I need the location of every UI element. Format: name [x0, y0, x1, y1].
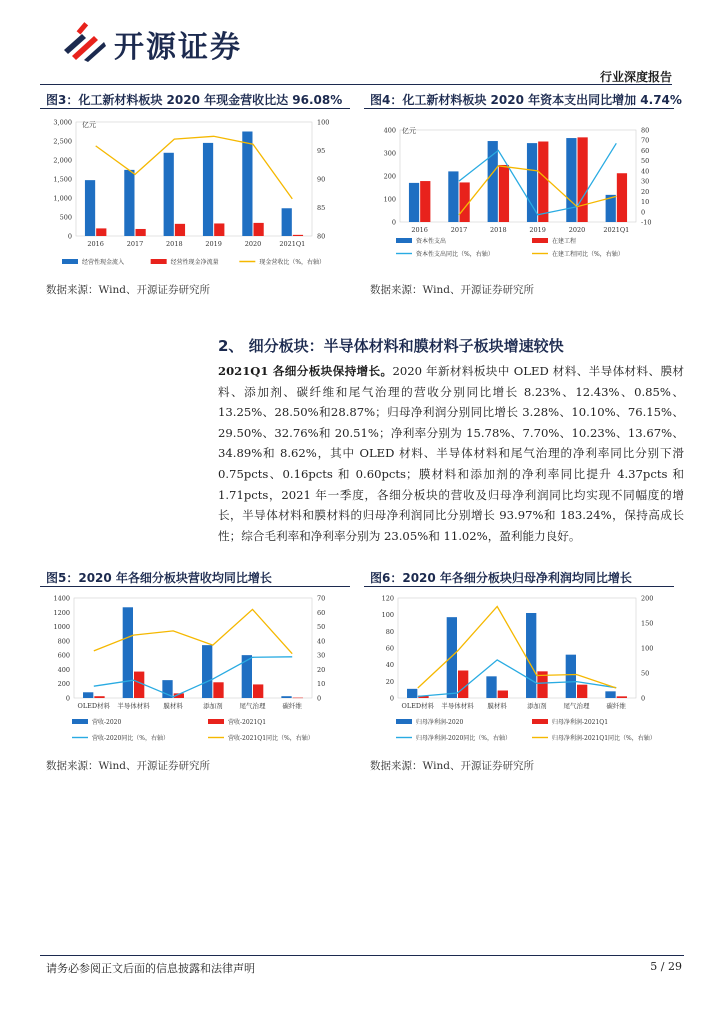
y-tick-label-left: 1000: [53, 623, 70, 632]
bar-归母净利润-2020: [447, 617, 457, 698]
legend-label: 资本性支出同比（%，右轴）: [416, 251, 494, 258]
legend-label: 现金营收比（%，右轴）: [259, 259, 326, 266]
y-tick-label-left: 500: [59, 213, 72, 222]
x-tick-label: 2021Q1: [603, 226, 630, 234]
legend-swatch: [151, 259, 167, 264]
y-tick-label-right: -10: [641, 218, 652, 227]
plot-frame: [74, 598, 312, 698]
y-tick-label-left: 0: [391, 218, 396, 227]
y-tick-label-left: 100: [381, 611, 394, 620]
bar-资本性支出: [409, 183, 419, 222]
y-tick-label-left: 800: [57, 637, 70, 646]
y-tick-label-right: 20: [641, 187, 650, 196]
x-tick-label: 碳纤维: [282, 702, 302, 710]
legend-swatch: [72, 719, 88, 724]
footer-rule: [40, 955, 684, 956]
bar-经营性现金净流量: [136, 229, 146, 236]
y-tick-label-left: 2,000: [53, 156, 72, 165]
fig3-title: 图3：化工新材料板块 2020 年现金营收比达 96.08%: [46, 93, 343, 107]
fig5-chart: [40, 588, 352, 756]
y-tick-label-left: 1,500: [53, 175, 72, 184]
x-tick-label: OLED材料: [77, 702, 111, 710]
bar-资本性支出: [566, 138, 576, 222]
x-tick-label: 膜材料: [163, 702, 183, 710]
bar-营收-2020: [83, 692, 93, 698]
x-tick-label: 尾气治理: [563, 702, 590, 710]
y-tick-label-right: 200: [641, 594, 654, 603]
legend-swatch: [532, 719, 548, 724]
company-logo-icon: [60, 20, 110, 64]
bar-在建工程: [420, 181, 430, 222]
y-tick-label-right: 40: [317, 637, 326, 646]
bar-资本性支出: [448, 171, 458, 222]
legend-swatch: [62, 259, 78, 264]
legend-label: 营收-2021Q1: [228, 719, 267, 726]
bar-经营性现金流入: [164, 153, 174, 236]
x-tick-label: 添加剂: [203, 702, 223, 710]
bar-归母净利润-2021Q1: [577, 685, 587, 698]
legend-label: 归母净利润-2021Q1: [552, 719, 609, 726]
line-资本性支出同比（%，右轴）: [459, 143, 616, 215]
y-tick-label-left: 600: [57, 651, 70, 660]
y-tick-label-right: 10: [317, 680, 326, 689]
legend-label: 营收-2020同比（%，右轴）: [92, 735, 169, 742]
y-tick-label-left: 200: [383, 172, 396, 181]
bar-营收-2021Q1: [293, 698, 303, 699]
bar-营收-2021Q1: [134, 672, 144, 698]
y-tick-label-right: 50: [641, 669, 650, 678]
x-tick-label: 碳纤维: [606, 702, 626, 710]
bar-归母净利润-2021Q1: [458, 671, 468, 699]
x-tick-label: 2016: [87, 240, 104, 248]
y-tick-label-left: 1200: [53, 608, 70, 617]
bar-在建工程: [617, 173, 627, 222]
fig6-title-rule: [364, 586, 674, 587]
y-tick-label-left: 400: [383, 126, 396, 135]
y-tick-label-left: 2,500: [53, 137, 72, 146]
y-tick-label-right: 0: [641, 208, 646, 217]
fig5-title-rule: [40, 586, 350, 587]
bar-在建工程: [578, 137, 588, 222]
line-在建工程同比（%，右轴）: [459, 166, 616, 215]
x-tick-label: 添加剂: [527, 702, 547, 710]
bar-经营性现金净流量: [214, 223, 224, 236]
legend-label: 营收-2021Q1同比（%，右轴）: [228, 735, 314, 742]
y-tick-label-right: 100: [641, 644, 654, 653]
y-tick-label-right: 50: [317, 623, 326, 632]
fig3-title-rule: [40, 108, 350, 109]
x-tick-label: 2021Q1: [279, 240, 306, 248]
footer-disclaimer: 请务必参阅正文后面的信息披露和法律声明: [46, 962, 255, 975]
x-tick-label: 2019: [205, 240, 222, 248]
bar-在建工程: [538, 142, 548, 223]
plot-frame: [76, 122, 312, 236]
y-tick-label-left: 0: [67, 232, 72, 241]
section-paragraph: [218, 361, 684, 546]
bar-经营性现金流入: [85, 180, 95, 236]
legend-label: 营收-2020: [92, 719, 122, 726]
legend-swatch: [208, 719, 224, 724]
x-tick-label: 尾气治理: [239, 702, 266, 710]
x-tick-label: 膜材料: [487, 702, 507, 710]
y-tick-label-left: 20: [385, 677, 394, 686]
bar-在建工程: [460, 182, 470, 222]
bar-营收-2020: [123, 607, 133, 698]
legend-swatch: [396, 719, 412, 724]
bar-营收-2021Q1: [94, 696, 104, 698]
bar-经营性现金净流量: [254, 223, 264, 236]
y-tick-label-right: 10: [641, 198, 650, 207]
y-tick-label-left: 80: [385, 627, 394, 636]
fig3-source: 数据来源：Wind、开源证券研究所: [46, 284, 210, 296]
fig4-chart: [364, 110, 676, 280]
y-tick-label-right: 80: [641, 126, 650, 135]
y-tick-label-right: 70: [317, 594, 326, 603]
y-tick-label-right: 50: [641, 157, 650, 166]
y-tick-label-right: 60: [641, 146, 650, 155]
bar-资本性支出: [527, 143, 537, 222]
bar-经营性现金净流量: [96, 228, 106, 236]
legend-label: 归母净利润-2020: [416, 719, 464, 726]
page-number: 5 / 29: [650, 960, 682, 973]
section-title: 2、 细分板块：半导体材料和膜材料子板块增速较快: [218, 337, 564, 355]
bar-归母净利润-2020: [605, 691, 615, 698]
y-tick-label-right: 95: [317, 147, 326, 155]
fig4-source: 数据来源：Wind、开源证券研究所: [370, 284, 534, 296]
y-tick-label-right: 100: [317, 118, 330, 127]
unit-label: 亿元: [402, 127, 416, 135]
y-tick-label-left: 400: [57, 665, 70, 674]
bar-归母净利润-2020: [407, 689, 417, 698]
bar-经营性现金流入: [203, 143, 213, 236]
y-tick-label-right: 60: [317, 608, 326, 617]
bar-营收-2021Q1: [253, 684, 263, 698]
fig5-title: 图5：2020 年各细分板块营收均同比增长: [46, 571, 272, 585]
x-tick-label: 2018: [490, 226, 507, 234]
y-tick-label-right: 0: [641, 694, 646, 703]
bar-经营性现金流入: [282, 208, 292, 236]
fig5-source: 数据来源：Wind、开源证券研究所: [46, 760, 210, 772]
x-tick-label: 2020: [244, 240, 262, 248]
y-tick-label-left: 0: [389, 694, 394, 703]
legend-label: 在建工程: [552, 238, 577, 245]
x-tick-label: 2018: [166, 240, 183, 248]
x-tick-label: 2017: [126, 240, 144, 248]
y-tick-label-right: 0: [317, 694, 322, 703]
legend-label: 在建工程同比（%，右轴）: [552, 251, 624, 258]
y-tick-label-right: 150: [641, 619, 654, 628]
header-rule: [40, 84, 672, 85]
legend-label: 归母净利润-2020同比（%，右轴）: [416, 735, 511, 742]
bar-营收-2020: [202, 645, 212, 698]
y-tick-label-left: 1,000: [53, 194, 72, 203]
y-tick-label-left: 120: [381, 594, 394, 603]
unit-label: 亿元: [82, 121, 96, 129]
bar-归母净利润-2020: [526, 613, 536, 698]
bar-资本性支出: [488, 141, 498, 222]
legend-label: 经营性现金流入: [82, 259, 125, 266]
y-tick-label-right: 20: [317, 665, 326, 674]
legend-label: 资本性支出: [416, 238, 447, 245]
company-name: 开源证券: [114, 30, 242, 65]
y-tick-label-right: 30: [641, 177, 650, 186]
y-tick-label-right: 70: [641, 136, 650, 145]
bar-归母净利润-2021Q1: [617, 696, 627, 698]
y-tick-label-right: 30: [317, 651, 326, 660]
legend-label: 经营性现金净流量: [170, 259, 219, 266]
x-tick-label: 2020: [568, 226, 586, 234]
y-tick-label-right: 40: [641, 167, 650, 176]
y-tick-label-left: 60: [385, 644, 394, 653]
fig6-source: 数据来源：Wind、开源证券研究所: [370, 760, 534, 772]
x-tick-label: 2017: [450, 226, 468, 234]
bar-营收-2021Q1: [213, 682, 223, 698]
y-tick-label-left: 100: [383, 195, 396, 204]
fig4-title-rule: [364, 108, 674, 109]
x-tick-label: 半导体材料: [441, 702, 474, 710]
legend-swatch: [396, 238, 412, 243]
report-type: 行业深度报告: [599, 70, 672, 84]
bar-经营性现金净流量: [175, 224, 185, 236]
y-tick-label-left: 1400: [53, 594, 70, 603]
y-tick-label-left: 300: [383, 149, 396, 158]
bar-经营性现金流入: [242, 132, 252, 237]
bar-归母净利润-2020: [566, 655, 576, 698]
bar-归母净利润-2020: [486, 676, 496, 698]
x-tick-label: 半导体材料: [117, 702, 150, 710]
bar-归母净利润-2021Q1: [498, 691, 508, 699]
bar-营收-2020: [281, 696, 291, 698]
bar-在建工程: [499, 165, 509, 222]
y-tick-label-left: 200: [57, 680, 70, 689]
y-tick-label-left: 40: [385, 661, 394, 670]
fig3-chart: [40, 110, 352, 280]
plot-frame: [400, 130, 636, 222]
section-body: 2020 年新材料板块中 OLED 材料、半导体材料、膜材料、添加剂、碳纤维和尾气治理的营收分别同比增长 8.23%、12.43%、0.85%、13.25%、28.50%和28.87%；归母净利润分别同比增长 3.28%、10.10%、76.15%、29.50%、32.76%和 20.51%；净利率分别为 15.78%、7.70%、10.23%、13.67%、34.89%和 8.62%，其中 OLED 材料、半导体材料和尾气治理的净利率同比分别下滑 0.75pcts、0.16pcts 和 0.60pcts；膜材料和添加剂的净利率同比提升 4.37pcts 和 1.71pcts，2021 年一季度，各细分板块的营收及归母净利润同比均实现不同幅度的增长，半导体材料和膜材料的归母净利润同比分别增长 93.97%和 183.24%，保持高成长性；综合毛利率和净利率分别为 23.05%和 11.02%，盈利能力良好。: [218, 364, 684, 543]
bar-经营性现金净流量: [293, 235, 303, 236]
fig6-title: 图6：2020 年各细分板块归母净利润均同比增长: [370, 571, 632, 585]
section-lead: 2021Q1 各细分板块保持增长。: [218, 364, 393, 378]
fig4-title: 图4：化工新材料板块 2020 年资本支出同比增加 4.74%: [370, 93, 682, 107]
bar-营收-2020: [242, 655, 252, 698]
y-tick-label-left: 3,000: [53, 118, 72, 127]
x-tick-label: OLED材料: [401, 702, 435, 710]
y-tick-label-left: 0: [65, 694, 70, 703]
y-tick-label-right: 90: [317, 175, 326, 184]
bar-经营性现金流入: [124, 170, 134, 236]
legend-swatch: [532, 238, 548, 243]
x-tick-label: 2019: [529, 226, 546, 234]
legend-label: 归母净利润-2021Q1同比（%，右轴）: [552, 735, 656, 742]
x-tick-label: 2016: [411, 226, 428, 234]
y-tick-label-right: 85: [317, 204, 326, 212]
y-tick-label-right: 80: [317, 232, 326, 241]
fig6-chart: [364, 588, 676, 756]
